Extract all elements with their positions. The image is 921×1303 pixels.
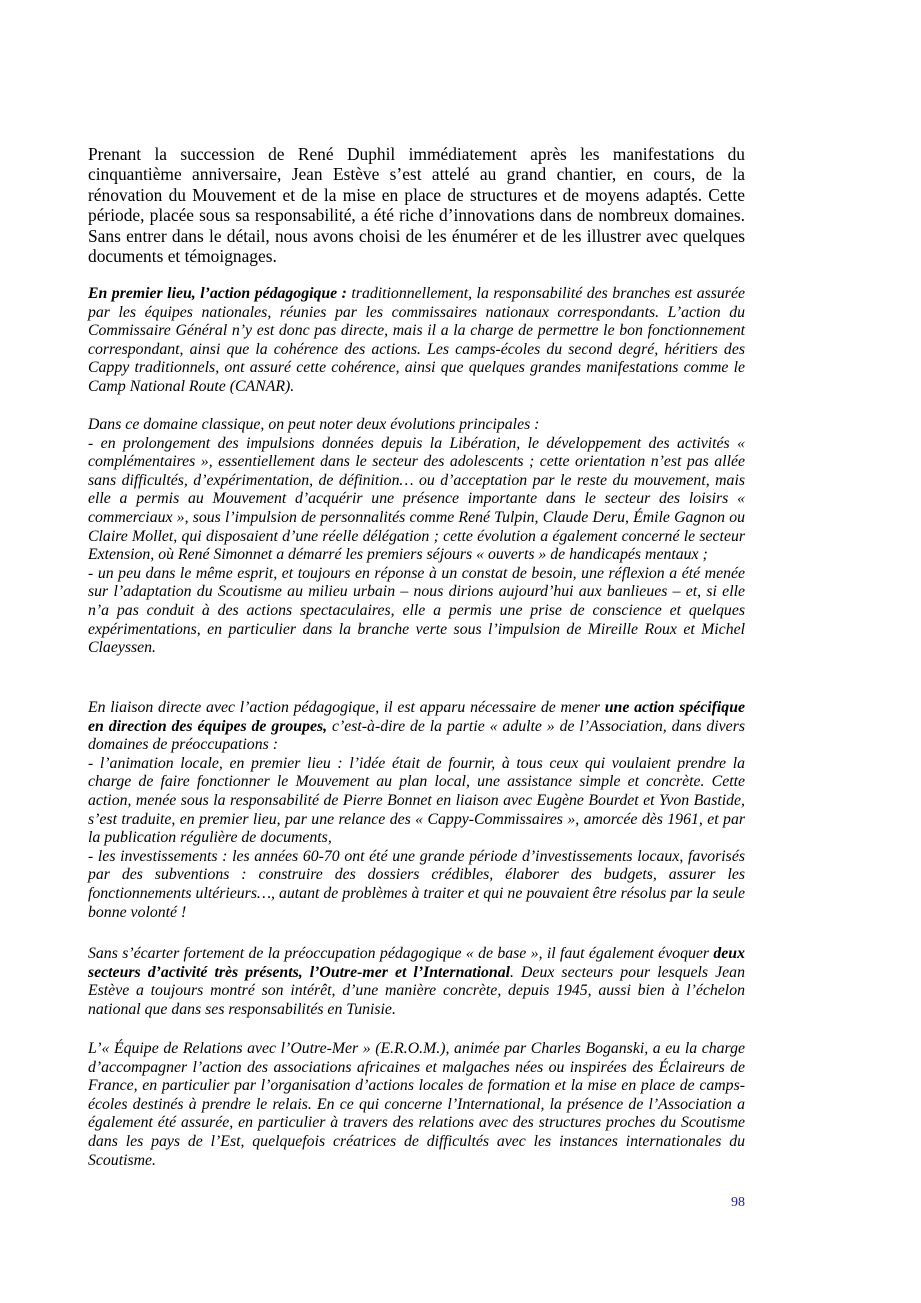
list-item: - un peu dans le même esprit, et toujours en réponse à un constat de besoin, une réflexion a été menée sur l’adaptation du Scoutisme au milieu urbain – nous dirions aujourd’hui aux banlieues – et, si elle n’a pas conduit à des actions spectaculaires, elle a permis une prise de conscience et quelques expérimentations, en particulier dans la branche verte sous l’impulsion de Mireille Roux et Michel Claeyssen.: [88, 564, 745, 657]
page-number: 98: [731, 1195, 745, 1210]
paragraph-evolutions: [88, 416, 745, 658]
paragraph-lead-bold: En premier lieu, l’action pédagogique :: [88, 285, 347, 302]
paragraph-pedagogic-action: [88, 285, 745, 397]
paragraph-erom: L’« Équipe de Relations avec l’Outre-Mer » (E.R.O.M.), animée par Charles Boganski, a eu la charge d’accompagner l’action des associations africaines et malgaches nées ou inspirées des Éclaireurs de France, en particulier par l’organisation d’actions locales de formation et la mise en place de camps-écoles destinés à prendre le relais. En ce qui concerne l’International, la présence de l’Association a également été assurée, en particulier à travers des relations avec des structures proches du Scoutisme dans les pays de l’Est, quelquefois créatrices de difficultés avec les instances internationales du Scoutisme.: [88, 1040, 745, 1169]
group-teams-intro: [88, 699, 745, 755]
evolutions-intro: Dans ce domaine classique, on peut noter deux évolutions principales :: [88, 416, 540, 433]
paragraph-group-teams: [88, 699, 745, 922]
text-segment: Sans s’écarter fortement de la préoccupation pédagogique « de base », il faut également évoquer: [88, 945, 714, 962]
text-segment: c’est-à-dire de la partie « adulte » de l’Association, dans divers domaines de préoccupations :: [88, 717, 745, 754]
list-item: - en prolongement des impulsions données depuis la Libération, le développement des activités « complémentaires », essentiellement dans le secteur des adolescents ; cette orientation n’est pas allée sans difficultés, d’expérimentation, de définition… ou d’acceptation par le reste du mouvement, mais elle a permis au Mouvement d’acquérir une présence importante dans le secteur des loisirs « commerciaux », sous l’impulsion de personnalités comme René Tulpin, Claude Deru, Émile Gagnon ou Claire Mollet, qui disposaient d’une réelle délégation ; cette évolution a également concerné le secteur Extension, où René Simonnet a démarré les premiers séjours « ouverts » de handicapés mentaux ;: [88, 434, 745, 564]
intro-paragraph: Prenant la succession de René Duphil immédiatement après les manifestations du cinquantième anniversaire, Jean Estève s’est attelé au grand chantier, en cours, de la rénovation du Mouvement et de la mise en place de structures et de moyens adaptés. Cette période, placée sous sa responsabilité, a été riche d’innovations dans de nombreux domaines. Sans entrer dans le détail, nous avons choisi de les énumérer et de les illustrer avec quelques documents et témoignages.: [88, 144, 745, 267]
bold-segment: deux secteurs d’activité très présents, l’Outre-mer et l’International: [88, 945, 745, 981]
paragraph-sectors: [88, 945, 745, 1019]
text-segment: En liaison directe avec l’action pédagogique, il est apparu nécessaire de mener: [88, 699, 605, 716]
paragraph-text: traditionnellement, la responsabilité des branches est assurée par les équipes nationales, réunies par les commissaires nationaux correspondants. L’action du Commissaire Général n’y est donc pas directe, mais il a la charge de permettre le bon fonctionnement correspondant, ainsi que la cohérence des actions. Les camps-écoles du second degré, héritiers des Cappy traditionnels, ont assuré cette cohérence, ainsi que quelques grandes manifestations comme le Camp National Route (CANAR).: [88, 285, 745, 395]
list-item: - les investissements : les années 60-70 ont été une grande période d’investissements locaux, favorisés par des subventions : construire des dossiers crédibles, élaborer des budgets, assurer les fonctionnements ultérieurs…, autant de problèmes à traiter et qui ne pouvaient être résolus par la seule bonne volonté !: [88, 847, 745, 921]
text-segment: . Deux secteurs pour lesquels Jean Estève a toujours montré son intérêt, d’une manière concrète, depuis 1945, aussi bien à l’échelon national que dans ses responsabilités en Tunisie.: [88, 963, 745, 1018]
bold-segment: une action spécifique en direction des équipes de groupes,: [88, 699, 746, 735]
list-item: - l’animation locale, en premier lieu : l’idée était de fournir, à tous ceux qui voulaient prendre la charge de faire fonctionner le Mouvement au plan local, une assistance simple et concrète. Cette action, menée sous la responsabilité de Pierre Bonnet en liaison avec Eugène Bourdet et Yvon Bastide, s’est traduite, en premier lieu, par une relance des « Cappy-Commissaires », amorcée dès 1961, et par la publication régulière de documents,: [88, 754, 745, 847]
